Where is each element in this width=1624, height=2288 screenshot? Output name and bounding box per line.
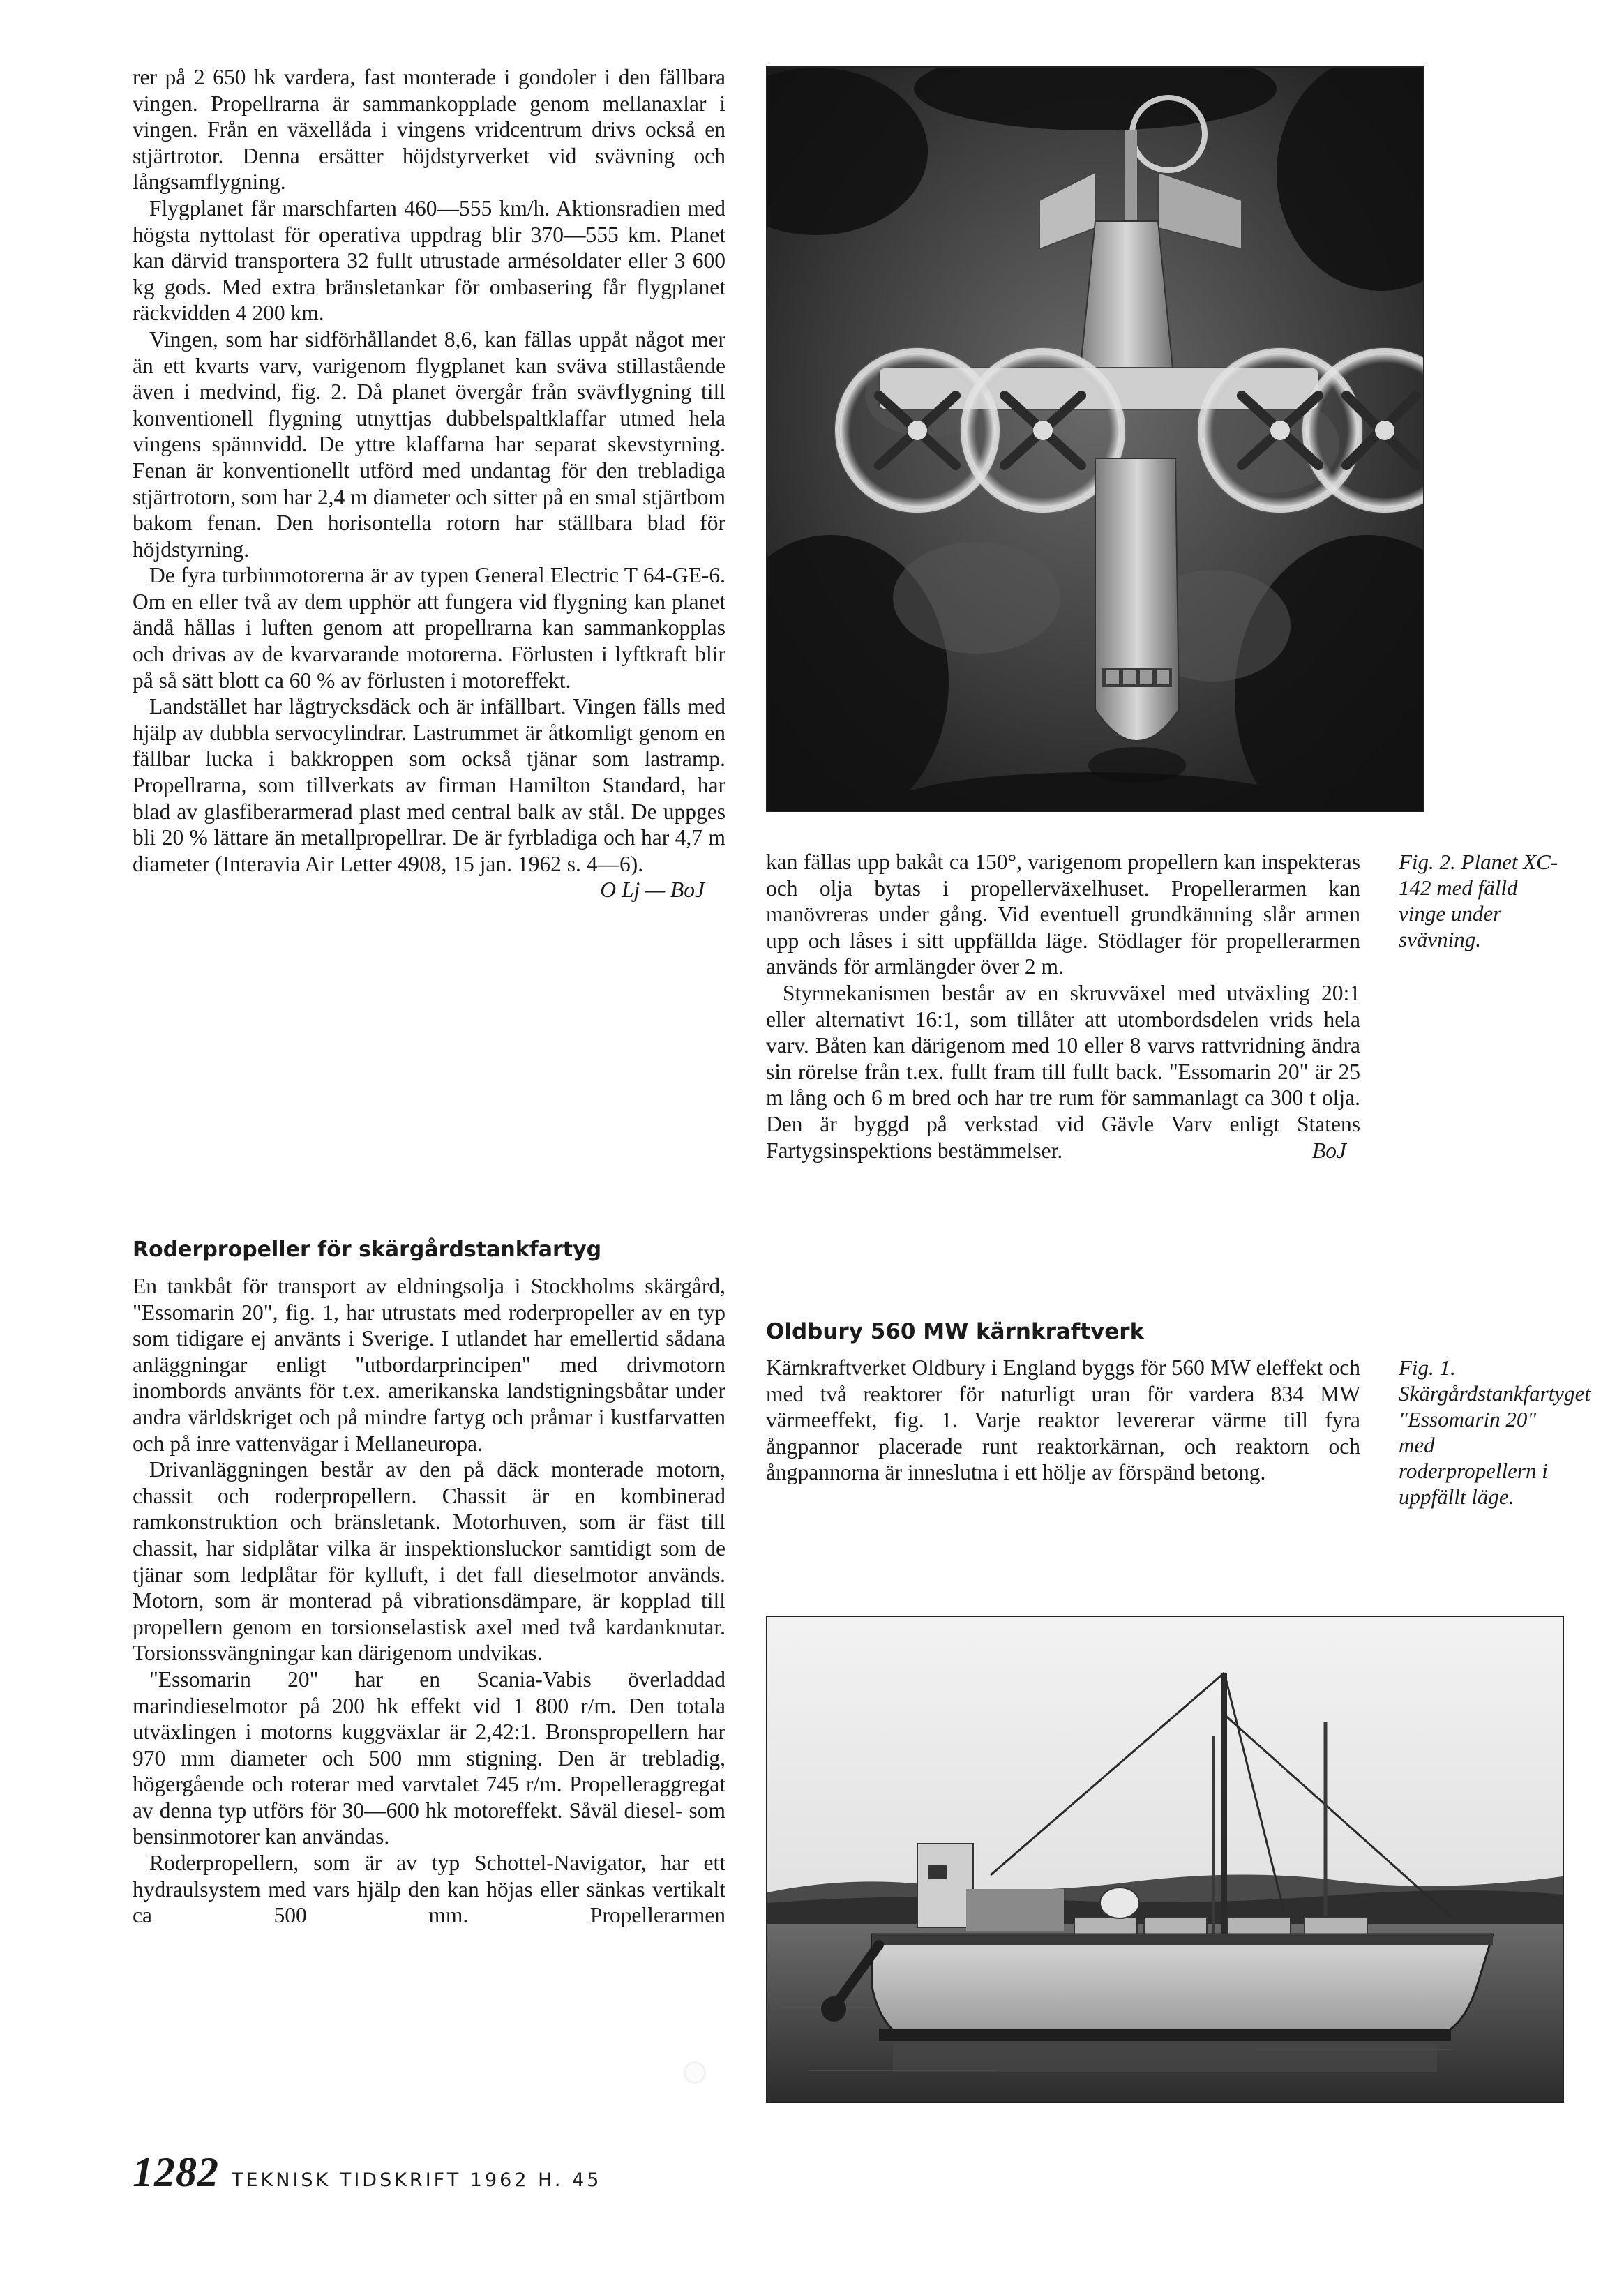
article1-paragraph: Flygplanet får marschfarten 460—555 km/h. Aktionsradien med högsta nyttolast för operativa uppdrag blir 370—555 km. Planet kan därvid transportera 32 fullt utrustade armésoldater eller 3 600 kg gods. Med extra bränsletankar för ombasering får flygplanet räckvidden 4 200 km. bbox=[133, 195, 725, 326]
article2-paragraph: "Essomarin 20" har en Scania-Vabis överladdad marindieselmotor på 200 hk effekt vid 1 800 r/m. Den totala utväxlingen i motorns kuggväxlar är 2,42:1. Bronspropellern har 970 mm diameter och 500 mm stigning. Den är trebladig, högergående och roterar med varvtalet 745 r/m. Propelleraggregat av denna typ utförs för 30—600 hk motoreffekt. Såväl diesel- som bensinmotorer kan användas. bbox=[133, 1666, 725, 1849]
article1-paragraph: De fyra turbinmotorerna är av typen General Electric T 64-GE-6. Om en eller två av dem upphör att fungera vid flygning kan planet ändå hållas i luften genom att propellrarna kan sammankopplas och drivas av de kvarvarande motorerna. Förlusten i lyftkraft blir på så sätt blott ca 60 % av förlusten i motoreffekt. bbox=[133, 563, 725, 693]
fig2-caption: Fig. 2. Planet XC-142 med fälld vinge under svävning. bbox=[1399, 850, 1558, 951]
aircraft-illustration bbox=[767, 68, 1423, 811]
article1-paragraph: Landstället har lågtrycksdäck och är infällbart. Vingen fälls med hjälp av dubbla servocylindrar. Lastrummet är åtkomligt genom en fällbar lucka i bakkroppen som också tjänar som lastramp. Propellrarna, som tillverkats av firman Hamilton Standard, har blad av glasfiberarmerad plast med central balk av stål. De uppges bli 20 % lättare än metallpropellrar. De är fyrbladiga och har 4,7 m diameter (Interavia Air Letter 4908, 15 jan. 1962 s. 4—6). bbox=[133, 694, 725, 876]
article1-paragraph: rer på 2 650 hk vardera, fast monterade i gondoler i den fällbara vingen. Propellrarna är sammankopplade genom mellanaxlar i vingen. Från en växellåda i vingens vridcentrum drivs också en stjärtrotor. Denna ersätter höjdstyrverket vid svävning och långsamflygning. bbox=[133, 65, 725, 195]
article1-signature bbox=[133, 877, 725, 903]
article2-paragraph: Styrmekanismen består av en skruvväxel med utväxling 20:1 eller alternativt 16:1, som tillåter att utombordsdelen vrids hela varv. Båten kan därigenom med 10 eller 8 varvs rattvridning ändra sin rörelse från t.ex. fullt fram till fullt back. "Essomarin 20" är 25 m lång och 6 m bred och har tre rum för sammanlagt ca 300 t olja. Den är byggd på verkstad vid Gävle Varv enligt Statens Fartygsinspektions bestämmelser. bbox=[766, 980, 1360, 1163]
signature-text: O Lj — BoJ bbox=[600, 878, 705, 903]
fig1-ship-photo bbox=[766, 1616, 1564, 2103]
article1-body bbox=[133, 64, 725, 903]
article2-body-left bbox=[133, 1273, 725, 1929]
article2-paragraph: Roderpropellern, som är av typ Schottel-Navigator, har ett hydraulsystem med vars hjälp den kan höjas eller sänkas vertikalt ca 500 mm. Propellerarmen bbox=[133, 1851, 725, 1928]
ship-illustration bbox=[767, 1617, 1563, 2102]
article2-paragraph: Drivanläggningen består av den på däck monterade motorn, chassit och roderpropellern. Chassit är en kombinerad ramkonstruktion och bränsletank. Motorhuven, som är fäst till chassit, har sidplåtar vilka är inspektionsluckor samtidigt som de tjänar som ledplåtar för kylluft, i det fall dieselmotor används. Motorn, som är monterad på vibrationsdämpare, är kopplad till propellern genom en torsionselastisk axel med två kardanknutar. Torsionssvängningar kan därigenom undvikas. bbox=[133, 1457, 725, 1666]
article2-paragraph: En tankbåt för transport av eldningsolja i Stockholms skärgård, "Essomarin 20", fig. 1, har utrustats med roderpropeller av en typ som tidigare ej använts i Sverige. I utlandet har emellertid sådana anläggningar enligt "utbordarprincipen" med drivmotorn inombords använts för t.ex. amerikanska landstigningsbåtar under andra världskriget och på mindre fartyg och pråmar i kustfarvatten och på inre vattenvägar i Mellaneuropa. bbox=[133, 1274, 725, 1456]
article2-body-right bbox=[766, 849, 1360, 1164]
page-number: 1282 bbox=[133, 2149, 219, 2195]
article3-body bbox=[766, 1355, 1360, 1486]
signature-text: BoJ bbox=[1312, 1138, 1346, 1163]
scan-mark bbox=[684, 2061, 706, 2084]
article1-paragraph: Vingen, som har sidförhållandet 8,6, kan fällas uppåt något mer än ett kvarts varv, varigenom flygplanet kan sväva stillastående även i medvind, fig. 2. Då planet övergår från svävflygning till konventionell flygning utnyttjas dubbelspaltklaffar utmed hela vingens spännvidd. De yttre klaffarna har separat skevstyrning. Fenan är konventionellt utförd med undantag för den trebladiga stjärtrotorn, som har 2,4 m diameter och sitter på en smal stjärtbom bakom fenan. Den horisontella rotorn har ställbara blad för höjdstyrning. bbox=[133, 326, 725, 562]
article3-title: Oldbury 560 MW kärnkraftverk bbox=[766, 1319, 1145, 1344]
article2-paragraph: kan fällas upp bakåt ca 150°, varigenom propellern kan inspekteras och olja bytas i propellerväxelhuset. Propellerarmen kan manövreras under gång. Vid eventuell grundkänning slår armen upp och låses i sitt uppfällda läge. Stödlager för propellerarmen används för armlängder över 2 m. bbox=[766, 850, 1360, 979]
page-footer bbox=[133, 2148, 601, 2197]
article3-paragraph: Kärnkraftverket Oldbury i England byggs för 560 MW eleffekt och med två reaktorer för naturligt uran för vardera 834 MW värmeeffekt, fig. 1. Varje reaktor levererar värme till fyra ångpannor placerade runt reaktorkärnan, och reaktorn och ångpannorna är inneslutna i ett hölje av förspänd betong. bbox=[766, 1355, 1360, 1485]
fig2-aircraft-photo bbox=[766, 66, 1424, 812]
fig1-caption: Fig. 1. Skärgårdstankfartyget "Essomarin 20" med roderpropellern i uppfällt läge. bbox=[1399, 1355, 1591, 1509]
article2-title: Roderpropeller för skärgårdstankfartyg bbox=[133, 1237, 602, 1262]
journal-title: TEKNISK TIDSKRIFT 1962 H. 45 bbox=[232, 2169, 602, 2191]
